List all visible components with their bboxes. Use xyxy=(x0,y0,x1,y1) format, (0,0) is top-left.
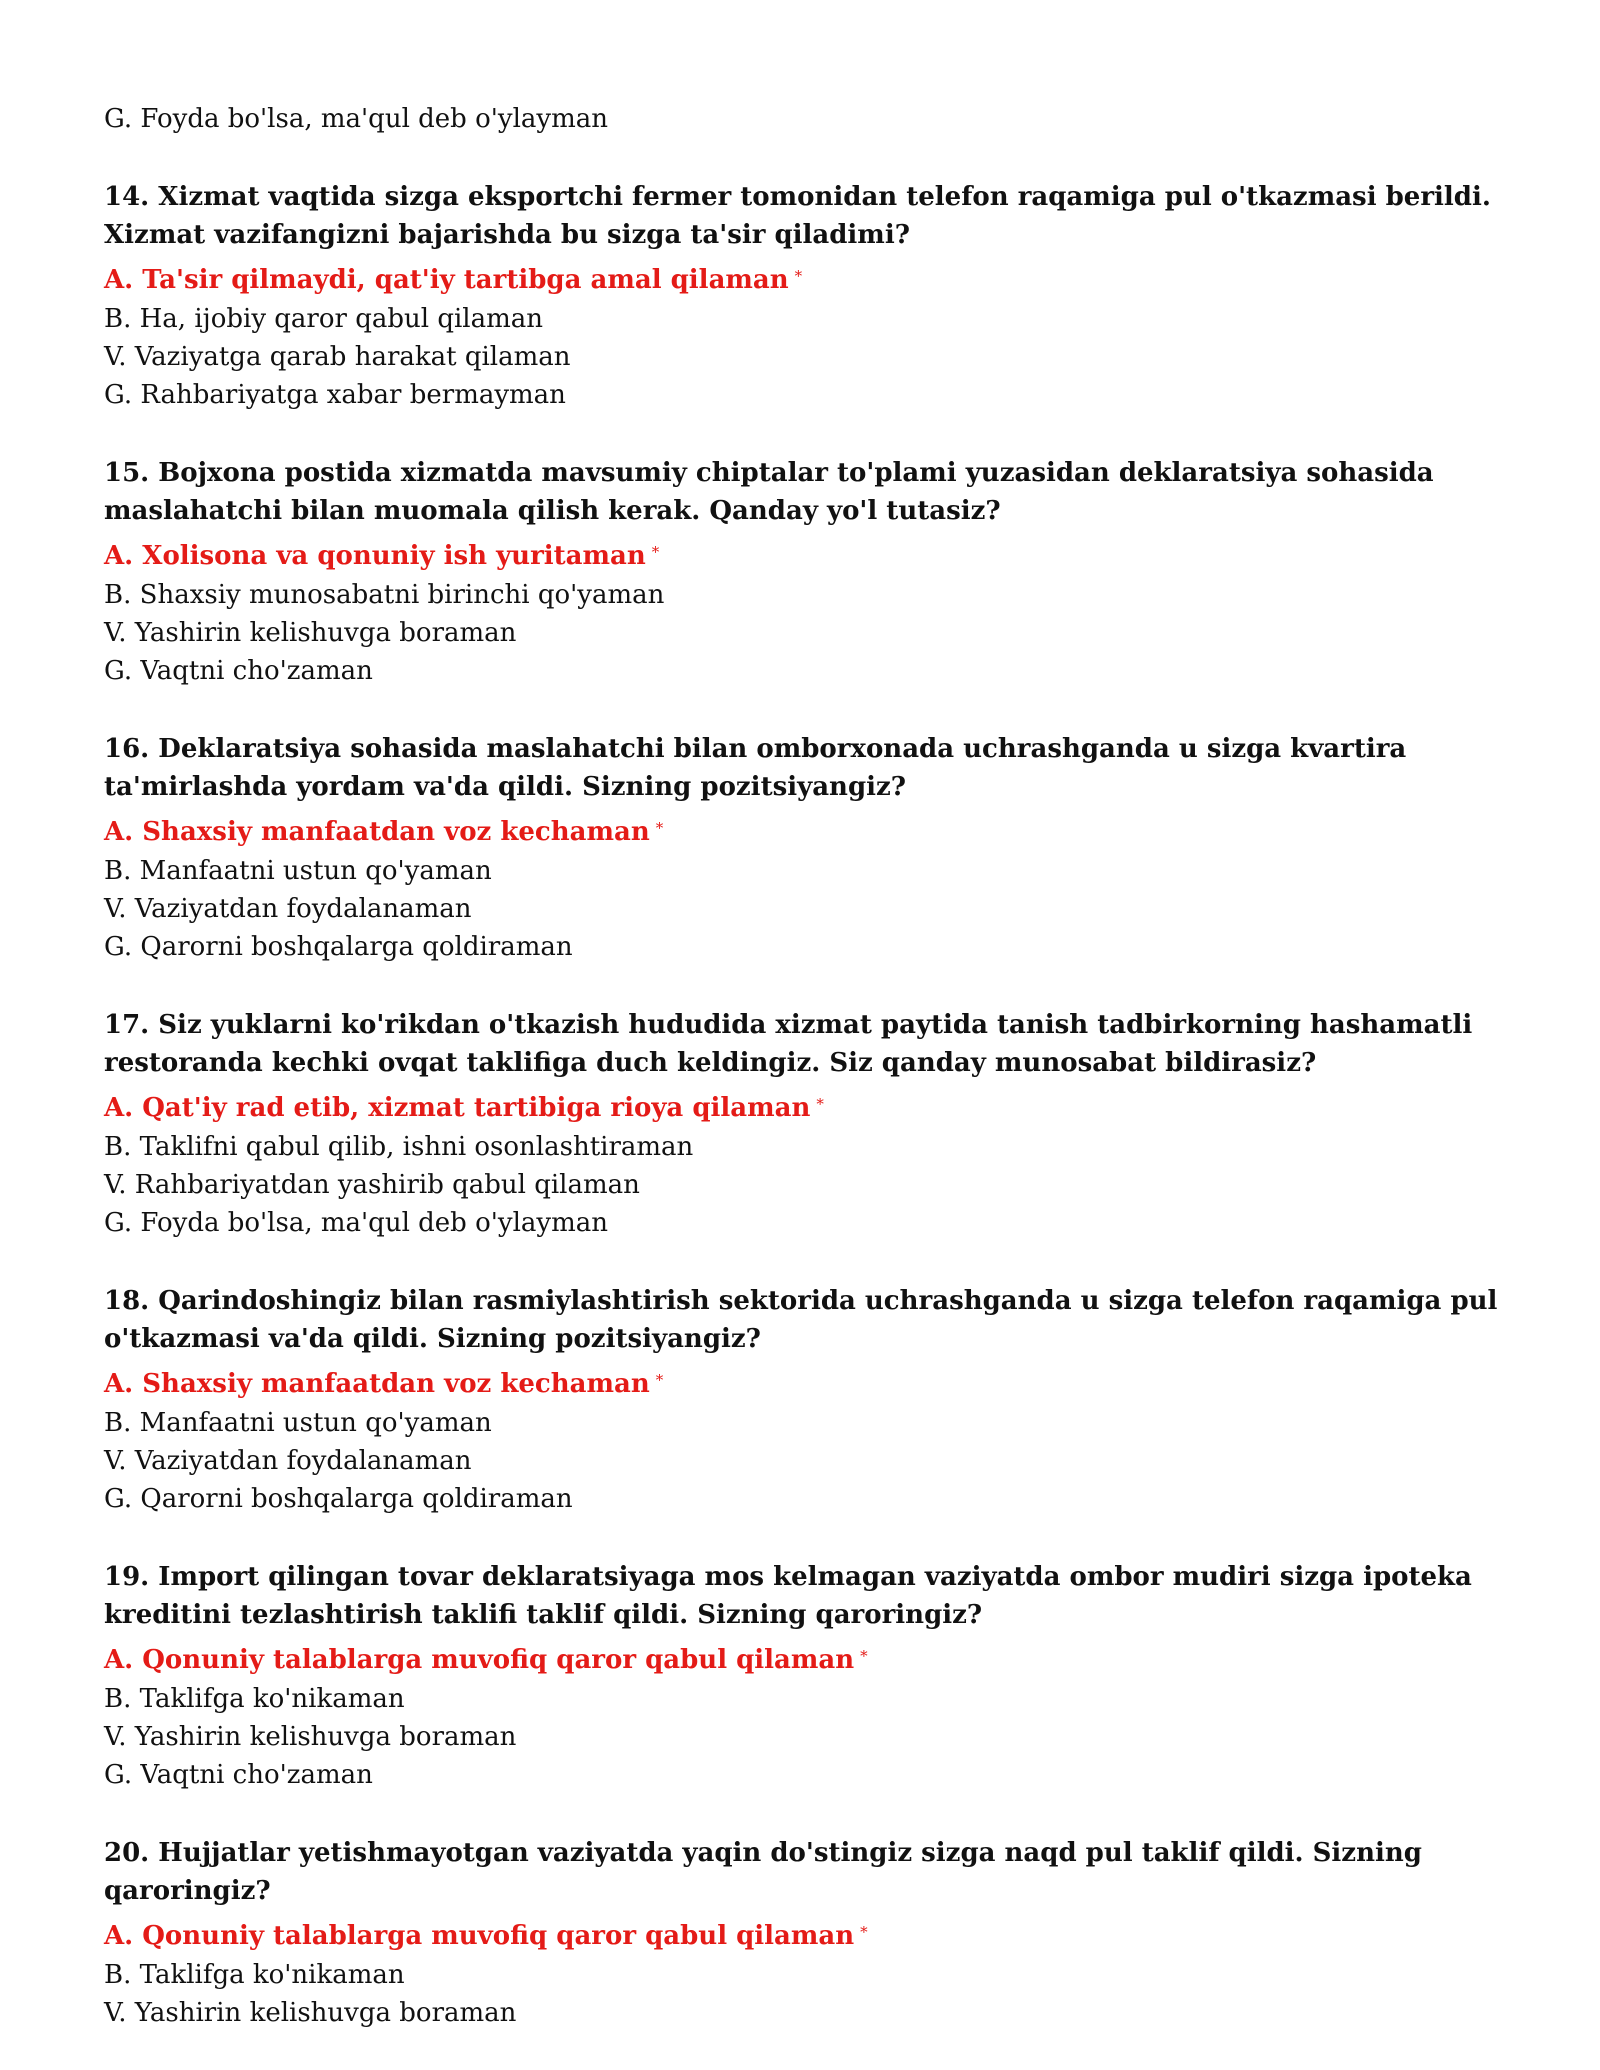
correct-mark-icon: * xyxy=(651,543,660,561)
question-block xyxy=(104,454,1504,690)
question-text: 14. Xizmat vaqtida sizga eksportchi fermer tomonidan telefon raqamiga pul o'tkazmasi berildi. Xizmat vazifangizni bajarishda bu sizga ta'sir qiladimi? xyxy=(104,182,1491,250)
correct-answer xyxy=(104,256,1504,300)
correct-mark-icon: * xyxy=(655,819,664,837)
question-text: 20. Hujjatlar yetishmayotgan vaziyatda yaqin do'stingiz sizga naqd pul taklif qildi. Sizning qaroringiz? xyxy=(104,1838,1422,1906)
question-list xyxy=(104,178,1504,2032)
document-page xyxy=(104,100,1504,2032)
answer-option: G. Vaqtni cho'zaman xyxy=(104,656,373,686)
correct-answer xyxy=(104,808,1504,852)
answer-option: B. Taklifga ko'nikaman xyxy=(104,1960,405,1990)
answer-option: V. Vaziyatdan foydalanaman xyxy=(104,894,472,924)
correct-answer-text: A. Shaxsiy manfaatdan voz kechaman xyxy=(104,817,650,847)
answer-option: V. Rahbariyatdan yashirib qabul qilaman xyxy=(104,1170,640,1200)
correct-mark-icon: * xyxy=(860,1647,868,1665)
answer-option: B. Taklifni qabul qilib, ishni osonlashtiraman xyxy=(104,1132,694,1162)
answer-option: V. Vaziyatga qarab harakat qilaman xyxy=(104,342,571,372)
correct-mark-icon: * xyxy=(816,1095,824,1113)
answer-option: B. Manfaatni ustun qo'yaman xyxy=(104,1408,492,1438)
answer-option: G. Qarorni boshqalarga qoldiraman xyxy=(104,1484,573,1514)
answer-option: G. Vaqtni cho'zaman xyxy=(104,1760,373,1790)
correct-answer xyxy=(104,1912,1504,1956)
correct-answer-text: A. Qonuniy talablarga muvofiq qaror qabul qilaman xyxy=(104,1921,855,1951)
correct-mark-icon: * xyxy=(655,1371,664,1389)
correct-answer xyxy=(104,1084,1504,1128)
answer-option: G. Qarorni boshqalarga qoldiraman xyxy=(104,932,573,962)
answer-option: G. Rahbariyatga xabar bermayman xyxy=(104,380,566,410)
correct-answer xyxy=(104,532,1504,576)
correct-answer xyxy=(104,1636,1504,1680)
answer-option: G. Foyda bo'lsa, ma'qul deb o'ylayman xyxy=(104,1208,608,1238)
correct-mark-icon: * xyxy=(860,1923,868,1941)
question-block xyxy=(104,1558,1504,1794)
answer-option: V. Yashirin kelishuvga boraman xyxy=(104,1998,517,2028)
question-text: 17. Siz yuklarni ko'rikdan o'tkazish hududida xizmat paytida tanish tadbirkorning hashamatli restoranda kechki ovqat taklifiga duch keldingiz. Siz qanday munosabat bildirasiz? xyxy=(104,1010,1473,1078)
answer-option: V. Yashirin kelishuvga boraman xyxy=(104,618,517,648)
correct-answer-text: A. Xolisona va qonuniy ish yuritaman xyxy=(104,541,646,571)
correct-answer-text: A. Qonuniy talablarga muvofiq qaror qabul qilaman xyxy=(104,1645,855,1675)
lead-option: G. Foyda bo'lsa, ma'qul deb o'ylayman xyxy=(104,104,608,134)
answer-option: B. Taklifga ko'nikaman xyxy=(104,1684,405,1714)
question-block xyxy=(104,178,1504,414)
question-text: 16. Deklaratsiya sohasida maslahatchi bilan omborxonada uchrashganda u sizga kvartira ta'mirlashda yordam va'da qildi. Sizning pozitsiyangiz? xyxy=(104,734,1407,802)
answer-option: B. Shaxsiy munosabatni birinchi qo'yaman xyxy=(104,580,665,610)
question-text: 19. Import qilingan tovar deklaratsiyaga mos kelmagan vaziyatda ombor mudiri sizga ipoteka kreditini tezlashtirish taklifi taklif qildi. Sizning qaroringiz? xyxy=(104,1562,1472,1630)
answer-option: V. Yashirin kelishuvga boraman xyxy=(104,1722,517,1752)
question-block xyxy=(104,1834,1504,2032)
answer-option: B. Ha, ijobiy qaror qabul qilaman xyxy=(104,304,543,334)
answer-option: B. Manfaatni ustun qo'yaman xyxy=(104,856,492,886)
question-text: 18. Qarindoshingiz bilan rasmiylashtirish sektorida uchrashganda u sizga telefon raqamiga pul o'tkazmasi va'da qildi. Sizning pozitsiyangiz? xyxy=(104,1286,1498,1354)
question-block xyxy=(104,1282,1504,1518)
question-block xyxy=(104,730,1504,966)
correct-mark-icon: * xyxy=(794,267,803,285)
correct-answer-text: A. Shaxsiy manfaatdan voz kechaman xyxy=(104,1369,650,1399)
correct-answer-text: A. Qat'iy rad etib, xizmat tartibiga rioya qilaman xyxy=(104,1093,811,1123)
correct-answer-text: A. Ta'sir qilmaydi, qat'iy tartibga amal qilaman xyxy=(104,265,789,295)
correct-answer xyxy=(104,1360,1504,1404)
question-block xyxy=(104,1006,1504,1242)
answer-option: V. Vaziyatdan foydalanaman xyxy=(104,1446,472,1476)
question-text: 15. Bojxona postida xizmatda mavsumiy chiptalar to'plami yuzasidan deklaratsiya sohasida maslahatchi bilan muomala qilish kerak. Qanday yo'l tutasiz? xyxy=(104,458,1434,526)
